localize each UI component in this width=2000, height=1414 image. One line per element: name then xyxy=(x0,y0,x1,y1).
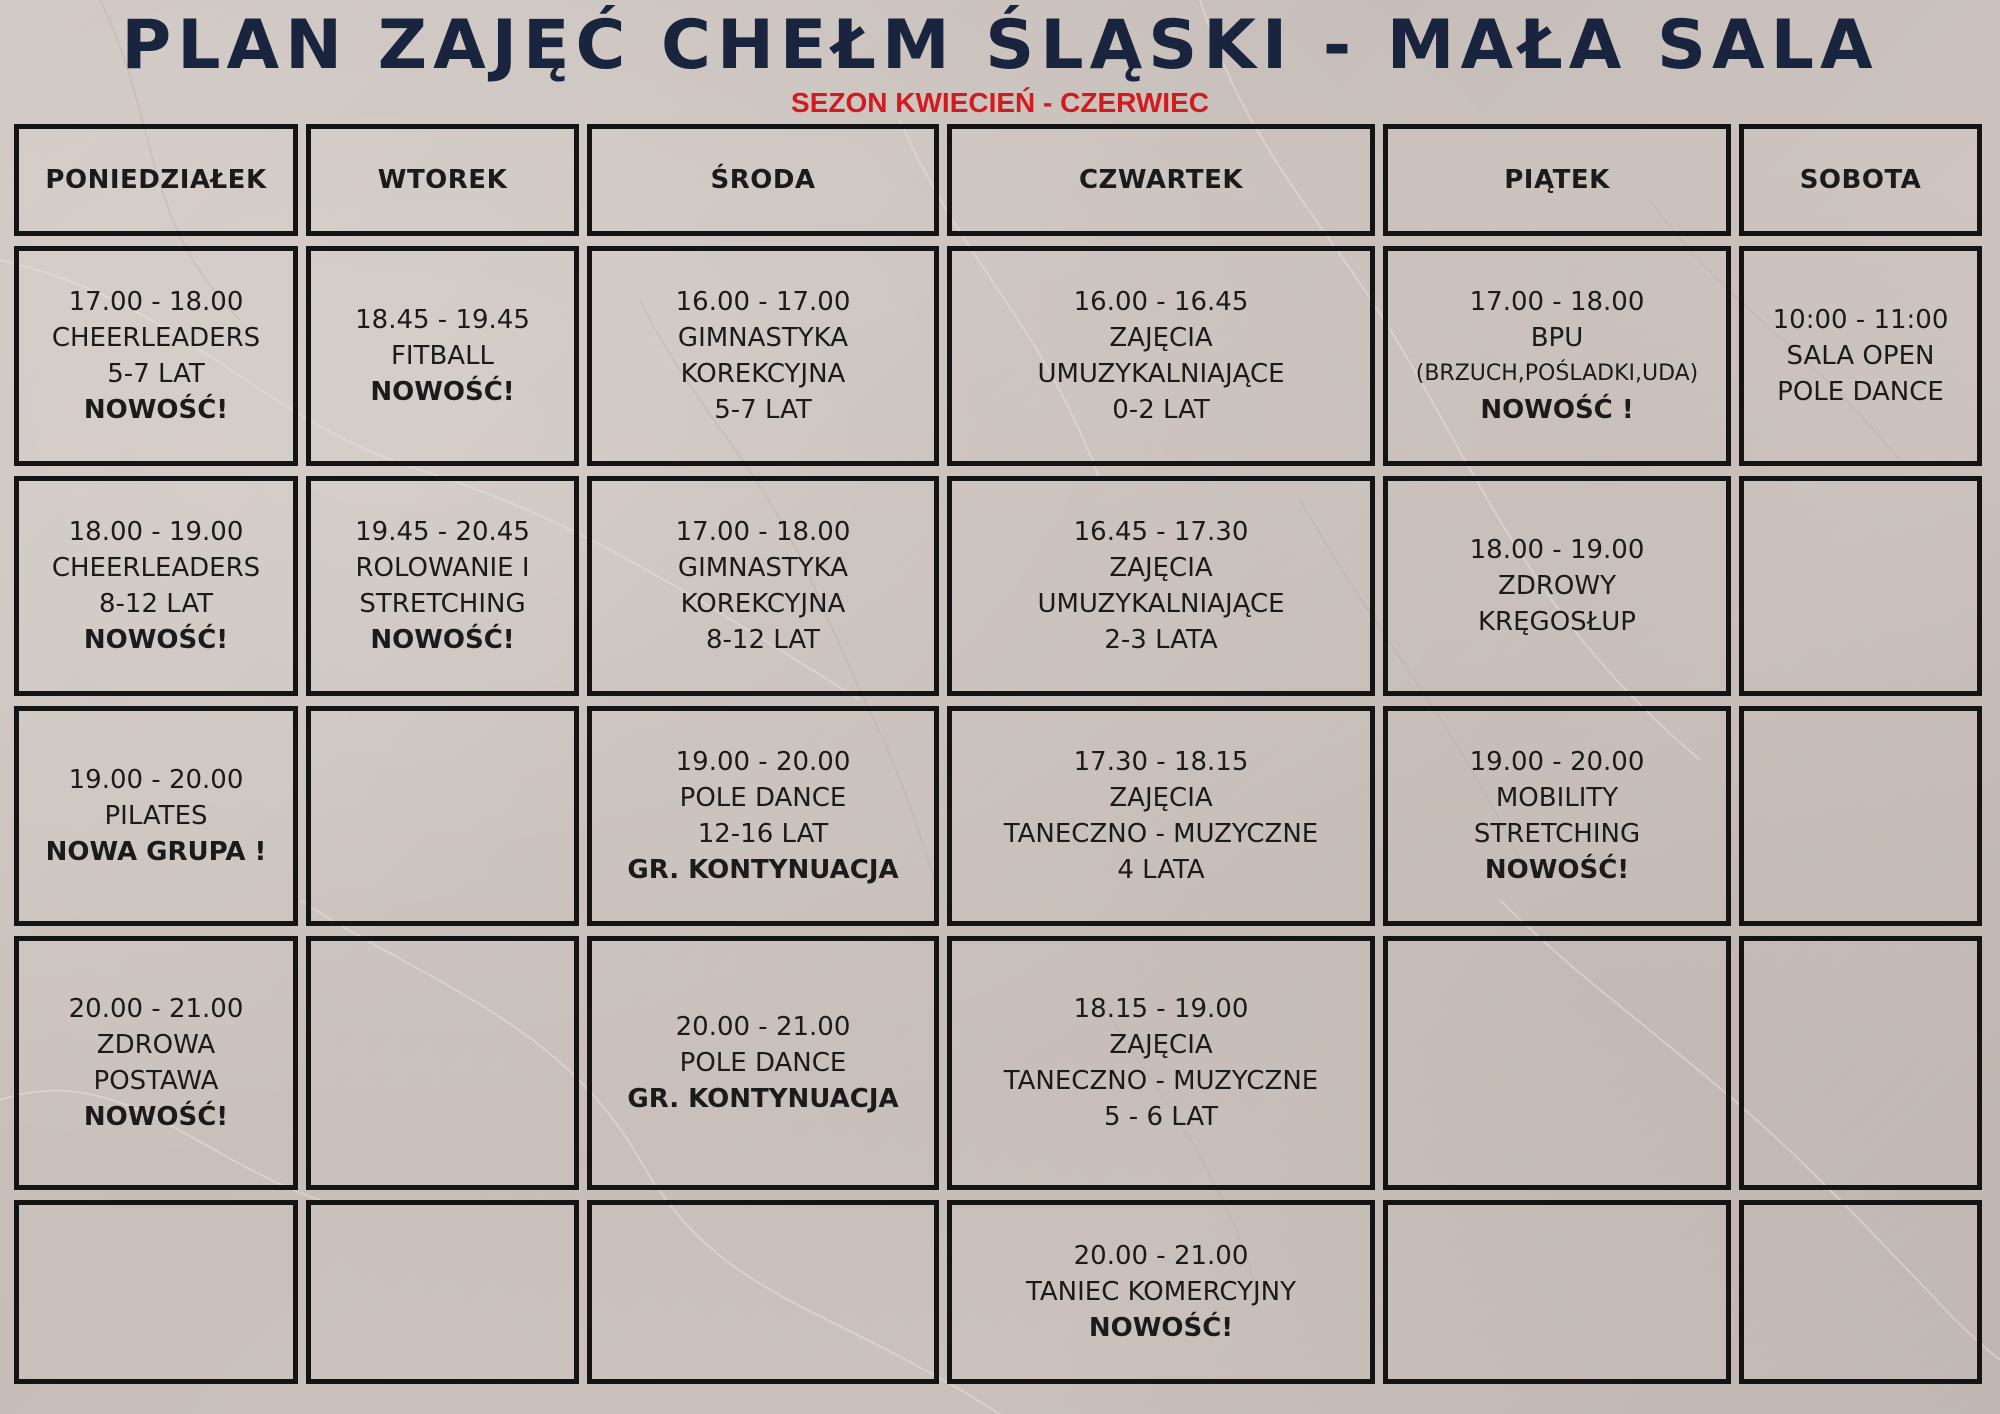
day-header-wednesday: ŚRODA xyxy=(587,124,939,236)
empty-cell xyxy=(14,1200,298,1384)
class-cell xyxy=(14,936,298,1190)
class-time: 16.00 - 17.00 xyxy=(675,287,851,317)
class-cell xyxy=(587,706,939,926)
class-badge: NOWOŚĆ! xyxy=(83,395,229,425)
class-name: KRĘGOSŁUP xyxy=(1478,607,1636,637)
class-cell xyxy=(947,706,1375,926)
class-cell xyxy=(947,1200,1375,1384)
class-cell xyxy=(587,476,939,696)
class-name: TANIEC KOMERCYJNY xyxy=(1026,1277,1296,1307)
empty-cell xyxy=(306,1200,579,1384)
class-time: 18.45 - 19.45 xyxy=(355,305,530,335)
class-time: 17.00 - 18.00 xyxy=(68,287,244,317)
class-badge: NOWA GRUPA ! xyxy=(45,837,267,867)
class-name: POLE DANCE xyxy=(679,783,847,813)
class-time: 17.00 - 18.00 xyxy=(675,517,851,547)
class-time: 16.45 - 17.30 xyxy=(1073,517,1249,547)
class-name: UMUZYKALNIAJĄCE xyxy=(1037,359,1285,389)
class-name: STRETCHING xyxy=(359,589,526,619)
day-header-friday: PIĄTEK xyxy=(1383,124,1731,236)
class-cell xyxy=(947,246,1375,466)
class-badge: NOWOŚĆ! xyxy=(370,625,515,655)
class-name: ZAJĘCIA xyxy=(1109,553,1213,583)
class-time: 20.00 - 21.00 xyxy=(68,994,244,1024)
class-badge: NOWOŚĆ! xyxy=(370,377,515,407)
empty-cell xyxy=(1383,936,1731,1190)
class-name: ZDROWY xyxy=(1498,571,1616,601)
class-name: ROLOWANIE I xyxy=(355,553,530,583)
day-header-thursday: CZWARTEK xyxy=(947,124,1375,236)
class-time: 19.45 - 20.45 xyxy=(355,517,530,547)
empty-cell xyxy=(1739,1200,1982,1384)
class-cell xyxy=(1739,246,1982,466)
class-name: SALA OPEN xyxy=(1786,341,1935,371)
class-name: KOREKCYJNA xyxy=(680,589,846,619)
empty-cell xyxy=(1739,936,1982,1190)
class-time: 18.00 - 19.00 xyxy=(68,517,244,547)
class-age: 5-7 LAT xyxy=(107,359,205,389)
class-name: TANECZNO - MUZYCZNE xyxy=(1003,1066,1319,1096)
class-name: CHEERLEADERS xyxy=(51,553,261,583)
class-name: KOREKCYJNA xyxy=(680,359,846,389)
class-time: 16.00 - 16.45 xyxy=(1073,287,1249,317)
class-name: MOBILITY xyxy=(1495,783,1619,813)
season-subtitle: SEZON KWIECIEŃ - CZERWIEC xyxy=(791,87,1209,118)
day-header-monday: PONIEDZIAŁEK xyxy=(14,124,298,236)
class-time: 20.00 - 21.00 xyxy=(1073,1241,1249,1271)
class-time: 17.00 - 18.00 xyxy=(1469,287,1645,317)
class-name: ZAJĘCIA xyxy=(1109,323,1213,353)
empty-cell xyxy=(306,706,579,926)
class-name: ZAJĘCIA xyxy=(1109,783,1213,813)
class-name: GIMNASTYKA xyxy=(677,323,849,353)
class-name: GIMNASTYKA xyxy=(677,553,849,583)
class-time: 18.15 - 19.00 xyxy=(1073,994,1249,1024)
class-cell xyxy=(306,246,579,466)
class-age: 8-12 LAT xyxy=(705,625,820,655)
class-cell xyxy=(306,476,579,696)
class-detail: (BRZUCH,POŚLADKI,UDA) xyxy=(1415,361,1699,386)
class-name: STRETCHING xyxy=(1473,819,1641,849)
class-cell xyxy=(587,246,939,466)
class-age: 0-2 LAT xyxy=(1112,395,1210,425)
empty-cell xyxy=(587,1200,939,1384)
class-name: POSTAWA xyxy=(93,1066,219,1096)
class-name: POLE DANCE xyxy=(679,1048,847,1078)
class-badge: NOWOŚĆ! xyxy=(83,1102,229,1132)
class-time: 19.00 - 20.00 xyxy=(68,765,244,795)
class-badge: NOWOŚĆ ! xyxy=(1480,395,1634,425)
class-age: 4 LATA xyxy=(1117,855,1205,885)
class-cell xyxy=(14,476,298,696)
class-name: FITBALL xyxy=(390,341,495,371)
class-cell xyxy=(14,246,298,466)
class-name: CHEERLEADERS xyxy=(51,323,261,353)
class-cell xyxy=(1383,706,1731,926)
class-name: ZAJĘCIA xyxy=(1109,1030,1213,1060)
empty-cell xyxy=(1383,1200,1731,1384)
class-badge: NOWOŚĆ! xyxy=(1484,855,1630,885)
class-age: 12-16 LAT xyxy=(697,819,829,849)
class-name: UMUZYKALNIAJĄCE xyxy=(1037,589,1285,619)
page-title: PLAN ZAJĘĆ CHEŁM ŚLĄSKI - MAŁA SALA xyxy=(121,6,1879,85)
class-cell xyxy=(1383,476,1731,696)
class-age: 2-3 LATA xyxy=(1104,625,1218,655)
empty-cell xyxy=(306,936,579,1190)
class-name: TANECZNO - MUZYCZNE xyxy=(1003,819,1319,849)
class-cell xyxy=(14,706,298,926)
class-time: 20.00 - 21.00 xyxy=(675,1012,851,1042)
class-name: PILATES xyxy=(104,801,208,831)
class-cell xyxy=(587,936,939,1190)
day-header-saturday: SOBOTA xyxy=(1739,124,1982,236)
class-time: 19.00 - 20.00 xyxy=(675,747,851,777)
class-cell xyxy=(1383,246,1731,466)
class-name: POLE DANCE xyxy=(1777,377,1944,407)
empty-cell xyxy=(1739,706,1982,926)
class-badge: NOWOŚĆ! xyxy=(83,625,229,655)
class-name: ZDROWA xyxy=(96,1030,216,1060)
class-badge: NOWOŚĆ! xyxy=(1088,1313,1234,1343)
class-time: 19.00 - 20.00 xyxy=(1469,747,1645,777)
class-name: BPU xyxy=(1530,323,1584,353)
class-time: 10:00 - 11:00 xyxy=(1772,305,1949,335)
day-header-tuesday: WTOREK xyxy=(306,124,579,236)
class-cell xyxy=(947,936,1375,1190)
class-age: 5-7 LAT xyxy=(714,395,812,425)
class-badge: GR. KONTYNUACJA xyxy=(627,1084,899,1114)
empty-cell xyxy=(1739,476,1982,696)
class-age: 8-12 LAT xyxy=(98,589,213,619)
class-badge: GR. KONTYNUACJA xyxy=(627,855,899,885)
class-cell xyxy=(947,476,1375,696)
class-time: 18.00 - 19.00 xyxy=(1469,535,1645,565)
class-age: 5 - 6 LAT xyxy=(1104,1102,1218,1132)
schedule-grid xyxy=(14,124,1986,1390)
class-time: 17.30 - 18.15 xyxy=(1073,747,1249,777)
